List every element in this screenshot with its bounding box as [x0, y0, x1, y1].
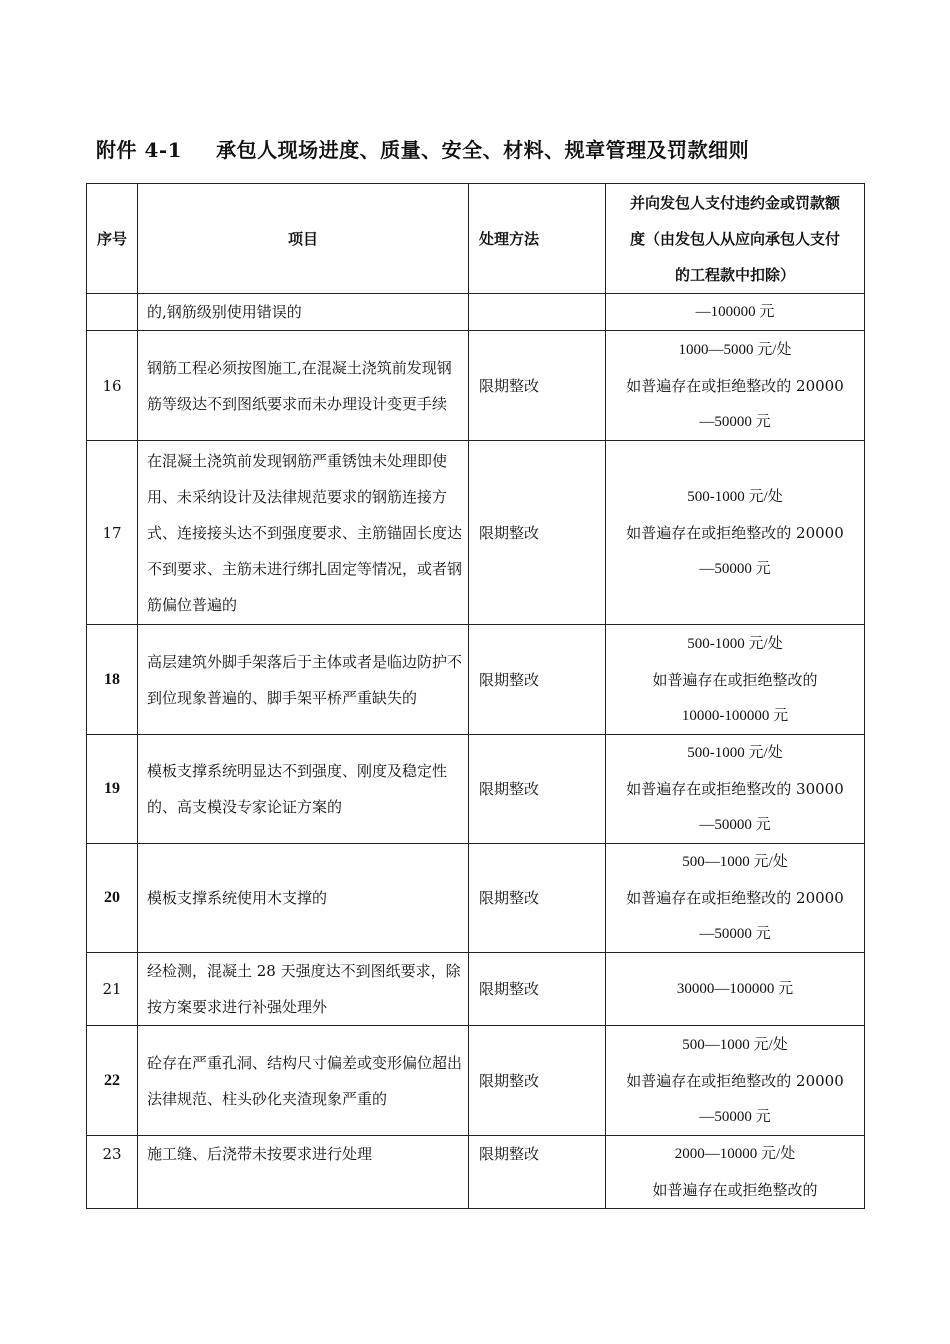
header-fine [606, 184, 865, 294]
row-item: 经检测，混凝土 28 天强度达不到图纸要求，除按方案要求进行补强处理外 [138, 953, 469, 1026]
row-fine [606, 294, 865, 331]
row-fine [606, 735, 865, 844]
fine-line: 30000—100000 元 [676, 981, 794, 997]
table-row [87, 294, 865, 331]
row-method: 限期整改 [469, 625, 606, 735]
row-fine [606, 844, 865, 953]
fine-line: 如普遍存在或拒绝整改的 20000 [626, 889, 844, 907]
row-method: 限期整改 [469, 331, 606, 441]
table-row [87, 625, 865, 735]
table-row [87, 953, 865, 1026]
fine-line: —50000 元 [699, 926, 771, 942]
table-row [87, 1136, 865, 1209]
fine-line: 如普遍存在或拒绝整改的 20000 [626, 523, 844, 542]
fine-line: 500-1000 元/处 [687, 635, 783, 652]
row-seq: 16 [87, 331, 138, 441]
header-method: 处理方法 [469, 184, 606, 294]
row-item: 的,钢筋级别使用错误的 [138, 294, 469, 331]
row-method [469, 294, 606, 331]
row-fine [606, 441, 865, 625]
fine-line: 如普遍存在或拒绝整改的 30000 [626, 780, 844, 798]
row-seq [87, 294, 138, 331]
fine-line: 500—1000 元/处 [682, 1036, 788, 1053]
table-row [87, 441, 865, 625]
table-row [87, 1026, 865, 1136]
row-fine [606, 331, 865, 441]
title-text: 承包人现场进度、质量、安全、材料、规章管理及罚款细则 [216, 138, 750, 162]
fine-line: 如普遍存在或拒绝整改的 [652, 670, 818, 689]
fine-line: 500-1000 元/处 [687, 488, 783, 505]
row-item: 砼存在严重孔洞、结构尺寸偏差或变形偏位超出法律规范、柱头砂化夹渣现象严重的 [138, 1026, 469, 1136]
page-title [96, 134, 749, 163]
header-fine-line: 的工程款中扣除） [674, 265, 795, 284]
row-method: 限期整改 [469, 1136, 606, 1209]
row-method: 限期整改 [469, 441, 606, 625]
row-method: 限期整改 [469, 1026, 606, 1136]
row-item: 钢筋工程必须按图施工,在混凝土浇筑前发现钢筋等级达不到图纸要求而未办理设计变更手续 [138, 331, 469, 441]
row-method: 限期整改 [469, 735, 606, 844]
fine-line: —100000 元 [695, 304, 775, 320]
row-item: 模板支撑系统使用木支撑的 [138, 844, 469, 953]
title-prefix: 附件 4-1 [96, 138, 183, 162]
row-item: 在混凝土浇筑前发现钢筋严重锈蚀未处理即使用、未采纳设计及法律规范要求的钢筋连接方式、连接接头达不到强度要求、主筋锚固长度达不到要求、主筋未进行绑扎固定等情况，或者钢筋偏位普遍的 [138, 441, 469, 625]
fine-line: 500—1000 元/处 [682, 854, 788, 870]
fine-line: —50000 元 [699, 817, 771, 833]
header-seq: 序号 [87, 184, 138, 294]
row-item: 高层建筑外脚手架落后于主体或者是临边防护不到位现象普遍的、脚手架平桥严重缺失的 [138, 625, 469, 735]
row-seq: 20 [87, 844, 138, 953]
row-method: 限期整改 [469, 844, 606, 953]
fine-line: 如普遍存在或拒绝整改的 [652, 1181, 818, 1199]
row-fine [606, 1136, 865, 1209]
fine-line: 如普遍存在或拒绝整改的 20000 [626, 1071, 844, 1090]
fine-line: —50000 元 [699, 560, 771, 577]
penalty-table [86, 183, 865, 1209]
row-seq: 18 [87, 625, 138, 735]
row-fine [606, 1026, 865, 1136]
row-seq: 19 [87, 735, 138, 844]
fine-line: 1000—5000 元/处 [678, 341, 792, 358]
table-row [87, 844, 865, 953]
row-seq: 21 [87, 953, 138, 1026]
row-item: 模板支撑系统明显达不到强度、刚度及稳定性的、高支模没专家论证方案的 [138, 735, 469, 844]
table-row [87, 331, 865, 441]
row-item: 施工缝、后浇带未按要求进行处理 [138, 1136, 469, 1209]
fine-line: 500-1000 元/处 [687, 745, 783, 761]
fine-line: —50000 元 [699, 1108, 771, 1125]
row-seq: 23 [87, 1136, 138, 1209]
header-fine-line: 度（由发包人从应向承包人支付 [629, 229, 840, 248]
fine-line: 如普遍存在或拒绝整改的 20000 [626, 376, 844, 395]
header-fine-line: 并向发包人支付违约金或罚款额 [629, 193, 840, 212]
row-seq: 22 [87, 1026, 138, 1136]
row-fine [606, 625, 865, 735]
fine-line: 2000—10000 元/处 [674, 1146, 796, 1162]
fine-line: 10000-100000 元 [681, 707, 789, 724]
header-row [87, 184, 865, 294]
header-item: 项目 [138, 184, 469, 294]
table-row [87, 735, 865, 844]
row-fine [606, 953, 865, 1026]
row-seq: 17 [87, 441, 138, 625]
row-method: 限期整改 [469, 953, 606, 1026]
fine-line: —50000 元 [699, 413, 771, 430]
